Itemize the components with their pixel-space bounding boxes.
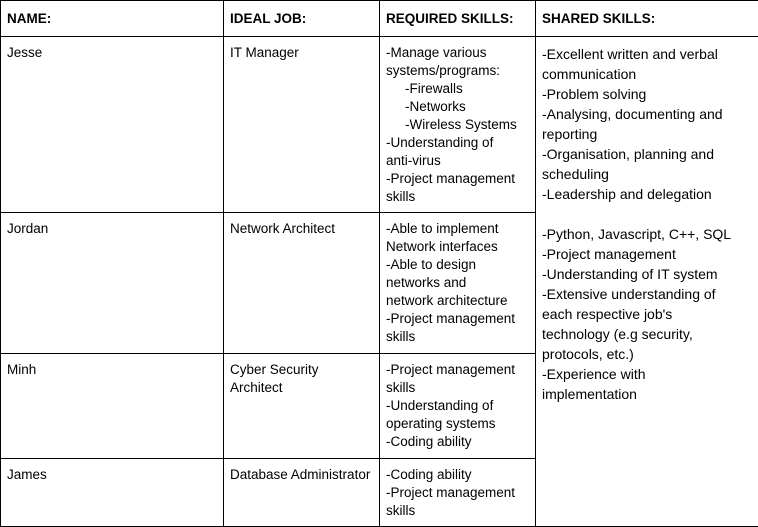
job-cell: Cyber Security Architect <box>224 354 380 459</box>
shared-skill-line: -Project management <box>542 246 676 262</box>
required-skills-cell <box>380 37 536 213</box>
skill-line: skills <box>386 503 416 518</box>
shared-skill-line: -Understanding of IT system <box>542 266 718 282</box>
skill-line: -Understanding of <box>386 398 494 413</box>
skill-line: skills <box>386 189 416 204</box>
shared-skill-line: -Analysing, documenting and <box>542 106 723 122</box>
job-cell: Network Architect <box>224 213 380 354</box>
required-skills-cell <box>380 459 536 527</box>
shared-skill-line: each respective job's <box>542 306 673 322</box>
shared-skill-line: -Experience with <box>542 366 646 382</box>
skill-line: Network interfaces <box>386 239 498 254</box>
shared-skill-line: reporting <box>542 126 598 142</box>
skill-line: network architecture <box>386 293 508 308</box>
skill-line: skills <box>386 380 416 395</box>
skill-line: -Manage various <box>386 45 487 60</box>
shared-skill-line: -Excellent written and verbal <box>542 46 718 62</box>
name-cell: James <box>1 459 224 527</box>
header-required-skills: REQUIRED SKILLS: <box>380 1 536 37</box>
shared-skills-cell <box>536 37 758 527</box>
header-shared-skills: SHARED SKILLS: <box>536 1 758 37</box>
skill-subitem: -Firewalls <box>405 81 463 96</box>
skill-line: -Project management <box>386 311 516 326</box>
skill-subitem: -Wireless Systems <box>405 117 517 132</box>
job-cell: IT Manager <box>224 37 380 213</box>
table-row <box>1 37 758 213</box>
skill-line: systems/programs: <box>386 63 501 78</box>
job-cell: Database Administrator <box>224 459 380 527</box>
name-cell: Jordan <box>1 213 224 354</box>
header-ideal-job: IDEAL JOB: <box>224 1 380 37</box>
skill-line: -Able to design <box>386 257 477 272</box>
required-skills-cell <box>380 213 536 354</box>
shared-skill-line: -Leadership and delegation <box>542 186 712 202</box>
name-cell: Minh <box>1 354 224 459</box>
skill-line: -Coding ability <box>386 467 472 482</box>
shared-skill-line: technology (e.g security, <box>542 326 693 342</box>
shared-skill-line: scheduling <box>542 166 609 182</box>
shared-skill-line: implementation <box>542 386 637 402</box>
required-skills-cell <box>380 354 536 459</box>
skill-line: operating systems <box>386 416 496 431</box>
shared-skill-line: -Problem solving <box>542 86 647 102</box>
shared-skill-line: -Extensive understanding of <box>542 286 716 302</box>
shared-skill-line: -Organisation, planning and <box>542 146 715 162</box>
shared-skill-line: protocols, etc.) <box>542 346 634 362</box>
skill-line: -Project management <box>386 171 516 186</box>
skill-line: -Project management <box>386 485 516 500</box>
shared-skill-line: communication <box>542 66 637 82</box>
skill-line: skills <box>386 329 416 344</box>
header-name: NAME: <box>1 1 224 37</box>
skill-line: -Able to implement <box>386 221 499 236</box>
skill-subitem: -Networks <box>405 99 466 114</box>
spacer <box>542 204 752 224</box>
skill-line: networks and <box>386 275 467 290</box>
header-row <box>1 1 758 37</box>
skill-line: -Understanding of <box>386 135 494 150</box>
shared-skill-line: -Python, Javascript, C++, SQL <box>542 226 732 242</box>
name-cell: Jesse <box>1 37 224 213</box>
skill-line: -Coding ability <box>386 434 472 449</box>
skill-line: -Project management <box>386 362 516 377</box>
skill-line: anti-virus <box>386 153 441 168</box>
